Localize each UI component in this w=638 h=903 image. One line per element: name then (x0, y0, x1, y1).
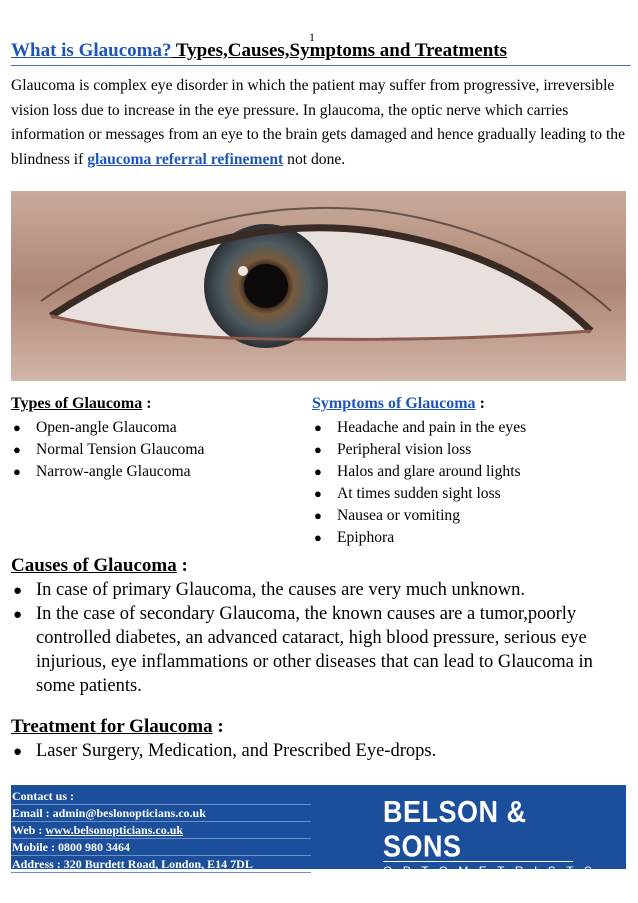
list-item: ● Peripheral vision loss (312, 439, 627, 461)
contact-footer (11, 785, 626, 878)
eye-closeup-image (11, 191, 626, 381)
intro-paragraph (11, 74, 631, 172)
glaucoma-referral-link[interactable]: glaucoma referral refinement (87, 150, 284, 168)
symptoms-section (312, 393, 627, 549)
symptoms-list (312, 417, 627, 549)
list-item: ● Epiphora (312, 527, 627, 549)
list-item: ● Open-angle Glaucoma (11, 417, 301, 439)
eye-illustration (11, 191, 626, 381)
list-item: ● Nausea or vomiting (312, 505, 627, 527)
list-item: ● In the case of secondary Glaucoma, the known causes are a tumor,poorly controlled diabetes, an advanced cataract, high blood pressure, serious eye injurious, eye inflammations or other diseases that can lead to Glaucoma in some patients. (11, 602, 631, 698)
types-list (11, 417, 301, 483)
types-section (11, 393, 301, 483)
contact-label: Contact us : (11, 788, 311, 805)
causes-heading: Causes of Glaucoma : (11, 555, 188, 576)
title-rest: Types,Causes,Symptoms and Treatments (171, 40, 507, 61)
list-item: ● In case of primary Glaucoma, the causes are very much unknown. (11, 578, 631, 602)
causes-section (11, 554, 631, 698)
brand-subtitle: OPTOMETRISTS (383, 861, 573, 878)
intro-text: Glaucoma is complex eye disorder in which the patient may suffer from progressive, irreversible vision loss due to increase in the eye pressure. In glaucoma, the optic nerve which carries information or messages from an eye to the brain gets damaged and hence gradually leading to the blindness if (11, 77, 626, 168)
list-item: ● At times sudden sight loss (312, 483, 627, 505)
title-link[interactable]: What is Glaucoma? (11, 40, 172, 61)
list-item: ● Headache and pain in the eyes (312, 417, 627, 439)
brand-logo (383, 795, 603, 878)
symptoms-heading: Symptoms of Glaucoma : (312, 395, 485, 412)
list-item: ● Normal Tension Glaucoma (11, 439, 301, 461)
brand-name: BELSON & SONS (383, 795, 527, 864)
treatment-list (11, 739, 631, 763)
page-title (11, 40, 631, 66)
list-item: ● Laser Surgery, Medication, and Prescribed Eye-drops. (11, 739, 631, 763)
list-item: ● Narrow-angle Glaucoma (11, 461, 301, 483)
list-item: ● Halos and glare around lights (312, 461, 627, 483)
treatment-heading: Treatment for Glaucoma : (11, 716, 224, 737)
contact-info (11, 788, 311, 873)
contact-address: Address : 320 Burdett Road, London, E14 7DL (11, 856, 311, 873)
contact-mobile: Mobile : 0800 980 3464 (11, 839, 311, 856)
page-number: 1 (309, 30, 315, 44)
website-link[interactable]: www.belsonopticians.co.uk (45, 823, 184, 837)
types-heading: Types of Glaucoma : (11, 395, 152, 412)
contact-web: Web : www.belsonopticians.co.uk (11, 822, 311, 839)
treatment-section (11, 715, 631, 763)
causes-list (11, 578, 631, 698)
intro-text-after: not done. (283, 150, 346, 168)
contact-email: Email : admin@beslonopticians.co.uk (11, 805, 311, 822)
